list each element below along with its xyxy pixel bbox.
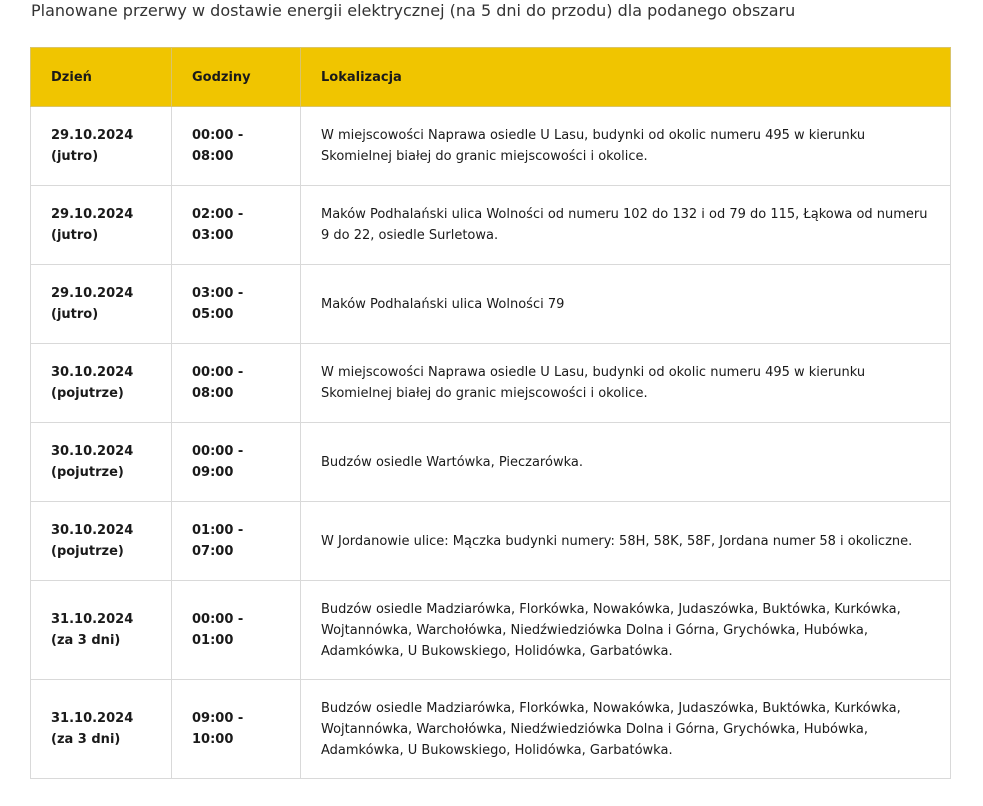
relative-day-text: (jutro) (51, 307, 99, 322)
location-cell: Maków Podhalański ulica Wolności 79 (301, 265, 951, 344)
date-text: 29.10.2024 (51, 286, 134, 301)
hours-cell: 09:00 - 10:00 (172, 680, 301, 779)
date-text: 30.10.2024 (51, 365, 134, 380)
relative-day-text: (jutro) (51, 149, 99, 164)
day-cell (31, 186, 172, 265)
location-cell: W miejscowości Naprawa osiedle U Lasu, budynki od okolic numeru 495 w kierunku Skomielnej białej do granic miejscowości i okolice. (301, 344, 951, 423)
outage-table (30, 47, 951, 779)
hours-cell: 03:00 - 05:00 (172, 265, 301, 344)
relative-day-text: (za 3 dni) (51, 732, 121, 747)
table-row (31, 680, 951, 779)
day-cell (31, 265, 172, 344)
page-title: Planowane przerwy w dostawie energii elektrycznej (na 5 dni do przodu) dla podanego obszaru (31, 1, 796, 20)
hours-cell: 00:00 - 09:00 (172, 423, 301, 502)
date-text: 31.10.2024 (51, 612, 134, 627)
table-row (31, 107, 951, 186)
table-row (31, 265, 951, 344)
table-row (31, 581, 951, 680)
header-row (31, 48, 951, 107)
date-text: 30.10.2024 (51, 523, 134, 538)
column-header-location: Lokalizacja (301, 48, 951, 107)
hours-cell: 02:00 - 03:00 (172, 186, 301, 265)
relative-day-text: (pojutrze) (51, 465, 124, 480)
relative-day-text: (pojutrze) (51, 544, 124, 559)
location-cell: Budzów osiedle Wartówka, Pieczarówka. (301, 423, 951, 502)
hours-cell: 00:00 - 08:00 (172, 344, 301, 423)
hours-cell: 00:00 - 08:00 (172, 107, 301, 186)
table-row (31, 423, 951, 502)
day-cell (31, 344, 172, 423)
relative-day-text: (za 3 dni) (51, 633, 121, 648)
date-text: 30.10.2024 (51, 444, 134, 459)
column-header-hours: Godziny (172, 48, 301, 107)
table-header (31, 48, 951, 107)
date-text: 29.10.2024 (51, 128, 134, 143)
relative-day-text: (pojutrze) (51, 386, 124, 401)
date-text: 31.10.2024 (51, 711, 134, 726)
date-text: 29.10.2024 (51, 207, 134, 222)
table-row (31, 186, 951, 265)
table-row (31, 502, 951, 581)
day-cell (31, 107, 172, 186)
location-cell: Budzów osiedle Madziarówka, Florkówka, Nowakówka, Judaszówka, Buktówka, Kurkówka, Wojtannówka, Warchołówka, Niedźwiedziówka Dolna i Górna, Grychówka, Hubówka, Adamkówka, U Bukowskiego, Holidówka, Garbatówka. (301, 581, 951, 680)
location-cell: W Jordanowie ulice: Mączka budynki numery: 58H, 58K, 58F, Jordana numer 58 i okoliczne. (301, 502, 951, 581)
day-cell (31, 423, 172, 502)
location-cell: Budzów osiedle Madziarówka, Florkówka, Nowakówka, Judaszówka, Buktówka, Kurkówka, Wojtannówka, Warchołówka, Niedźwiedziówka Dolna i Górna, Grychówka, Hubówka, Adamkówka, U Bukowskiego, Holidówka, Garbatówka. (301, 680, 951, 779)
table-row (31, 344, 951, 423)
day-cell (31, 502, 172, 581)
hours-cell: 01:00 - 07:00 (172, 502, 301, 581)
relative-day-text: (jutro) (51, 228, 99, 243)
location-cell: Maków Podhalański ulica Wolności od numeru 102 do 132 i od 79 do 115, Łąkowa od numeru 9 do 22, osiedle Surletowa. (301, 186, 951, 265)
day-cell (31, 680, 172, 779)
column-header-day: Dzień (31, 48, 172, 107)
day-cell (31, 581, 172, 680)
location-cell: W miejscowości Naprawa osiedle U Lasu, budynki od okolic numeru 495 w kierunku Skomielnej białej do granic miejscowości i okolice. (301, 107, 951, 186)
table-body (31, 107, 951, 779)
hours-cell: 00:00 - 01:00 (172, 581, 301, 680)
